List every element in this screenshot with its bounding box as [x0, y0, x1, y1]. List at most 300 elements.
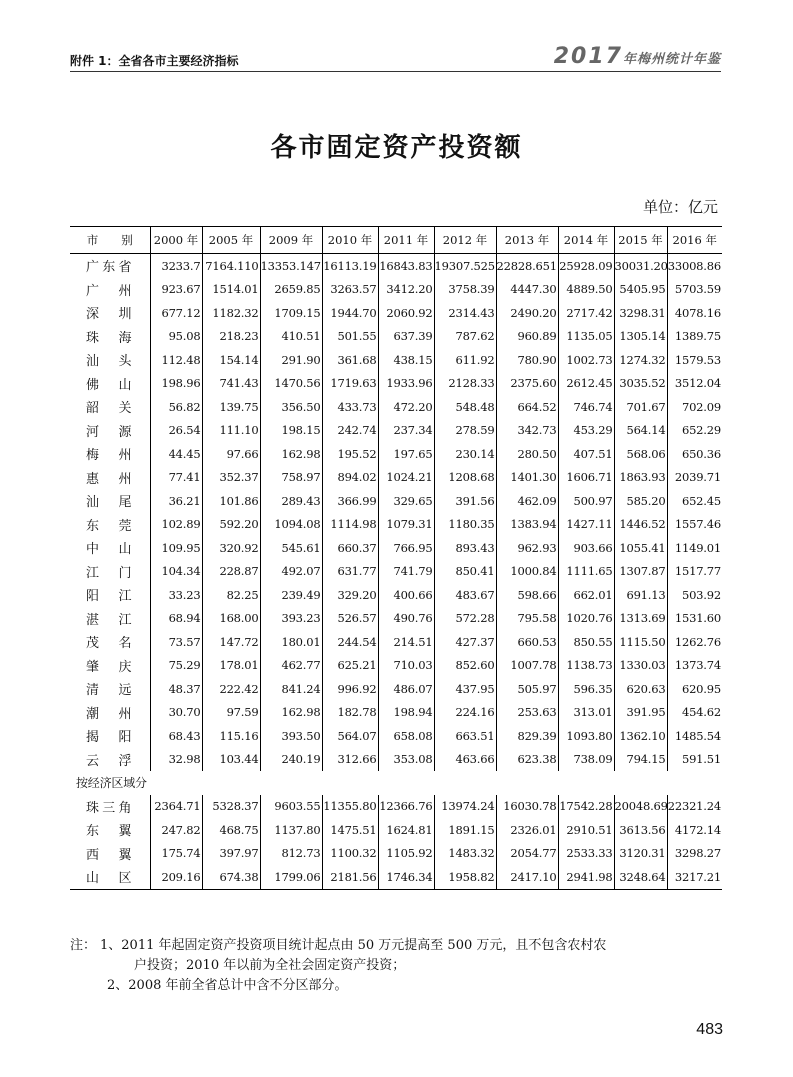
table-cell: 1135.05	[558, 325, 614, 349]
table-cell: 278.59	[434, 419, 496, 443]
row-label: 云浮	[86, 753, 132, 769]
table-cell: 2060.92	[378, 301, 434, 325]
table-row	[70, 372, 722, 396]
table-cell: 3298.27	[667, 842, 722, 866]
table-cell: 2910.51	[558, 818, 614, 842]
table-cell: 787.62	[434, 325, 496, 349]
table-cell: 289.43	[260, 489, 322, 513]
table-cell: 2533.33	[558, 842, 614, 866]
table-cell: 97.59	[202, 701, 260, 725]
table-cell: 3298.31	[614, 301, 667, 325]
table-cell: 77.41	[150, 466, 202, 490]
table-row	[70, 278, 722, 302]
table-cell: 391.56	[434, 489, 496, 513]
table-cell: 2054.77	[496, 842, 558, 866]
table-cell: 1746.34	[378, 865, 434, 889]
table-row	[70, 395, 722, 419]
table-cell: 147.72	[202, 630, 260, 654]
table-cell: 182.78	[322, 701, 378, 725]
row-label: 揭阳	[86, 730, 132, 746]
table-cell: 112.48	[150, 348, 202, 372]
table-cell: 30031.20	[614, 254, 667, 278]
table-cell: 1180.35	[434, 513, 496, 537]
table-cell: 139.75	[202, 395, 260, 419]
table-cell: 620.95	[667, 677, 722, 701]
table-cell: 1709.15	[260, 301, 322, 325]
table-cell: 1305.14	[614, 325, 667, 349]
table-row	[70, 442, 722, 466]
header-yearbook-name: 年梅州统计年鉴	[622, 52, 721, 67]
table-cell: 407.51	[558, 442, 614, 466]
table-cell: 247.82	[150, 818, 202, 842]
table-cell: 197.65	[378, 442, 434, 466]
table-row	[70, 842, 722, 866]
table-cell: 82.25	[202, 583, 260, 607]
table-cell: 702.09	[667, 395, 722, 419]
table-cell: 611.92	[434, 348, 496, 372]
table-cell: 677.12	[150, 301, 202, 325]
table-cell: 195.52	[322, 442, 378, 466]
row-label: 梅州	[86, 448, 132, 464]
table-row	[70, 560, 722, 584]
table-cell: 637.39	[378, 325, 434, 349]
row-label: 湛江	[86, 612, 132, 628]
table-cell: 109.95	[150, 536, 202, 560]
table-row	[70, 607, 722, 631]
table-cell: 2490.20	[496, 301, 558, 325]
table-cell: 1313.69	[614, 607, 667, 631]
table-cell: 505.97	[496, 677, 558, 701]
table-cell: 253.63	[496, 701, 558, 725]
table-cell: 115.16	[202, 724, 260, 748]
table-cell: 1624.81	[378, 818, 434, 842]
table-row	[70, 419, 722, 443]
table-cell: 492.07	[260, 560, 322, 584]
table-cell: 218.23	[202, 325, 260, 349]
table-cell: 545.61	[260, 536, 322, 560]
table-cell: 841.24	[260, 677, 322, 701]
table-cell: 438.15	[378, 348, 434, 372]
table-cell: 1208.68	[434, 466, 496, 490]
table-cell: 462.77	[260, 654, 322, 678]
table-cell: 198.94	[378, 701, 434, 725]
column-header-year: 2015 年	[614, 227, 667, 254]
table-cell: 5328.37	[202, 795, 260, 819]
table-cell: 483.67	[434, 583, 496, 607]
table-cell: 17542.28	[558, 795, 614, 819]
table-cell: 1933.96	[378, 372, 434, 396]
row-label: 阳江	[86, 589, 132, 605]
table-cell: 2364.71	[150, 795, 202, 819]
table-cell: 313.01	[558, 701, 614, 725]
table-cell: 1531.60	[667, 607, 722, 631]
table-cell: 766.95	[378, 536, 434, 560]
row-label: 东翼	[86, 824, 132, 840]
table-cell: 242.74	[322, 419, 378, 443]
column-header-city: 市 别	[70, 227, 150, 254]
table-cell: 393.23	[260, 607, 322, 631]
table-cell: 674.38	[202, 865, 260, 889]
footnote-1	[70, 936, 730, 956]
table-cell: 1020.76	[558, 607, 614, 631]
table-cell: 2417.10	[496, 865, 558, 889]
row-label: 汕头	[86, 354, 132, 370]
table-cell: 598.66	[496, 583, 558, 607]
table-cell: 1115.50	[614, 630, 667, 654]
table-cell: 33008.86	[667, 254, 722, 278]
table-cell: 923.67	[150, 278, 202, 302]
table-cell: 625.21	[322, 654, 378, 678]
table-cell: 244.54	[322, 630, 378, 654]
table-cell: 3035.52	[614, 372, 667, 396]
table-cell: 1863.93	[614, 466, 667, 490]
table-row	[70, 654, 722, 678]
row-label: 东莞	[86, 518, 132, 534]
table-cell: 1100.32	[322, 842, 378, 866]
table-row	[70, 701, 722, 725]
table-cell: 3263.57	[322, 278, 378, 302]
table-row	[70, 724, 722, 748]
table-cell: 361.68	[322, 348, 378, 372]
table-cell: 329.20	[322, 583, 378, 607]
table-cell: 526.57	[322, 607, 378, 631]
table-cell: 1000.84	[496, 560, 558, 584]
table-cell: 2314.43	[434, 301, 496, 325]
table-cell: 662.01	[558, 583, 614, 607]
column-header-year: 2000 年	[150, 227, 202, 254]
table-row	[70, 348, 722, 372]
table-cell: 795.58	[496, 607, 558, 631]
table-cell: 198.15	[260, 419, 322, 443]
row-label: 深圳	[86, 307, 132, 323]
table-cell: 501.55	[322, 325, 378, 349]
table-cell: 2612.45	[558, 372, 614, 396]
table-cell: 16030.78	[496, 795, 558, 819]
column-header-year: 2011 年	[378, 227, 434, 254]
table-cell: 490.76	[378, 607, 434, 631]
table-cell: 1958.82	[434, 865, 496, 889]
table-cell: 1274.32	[614, 348, 667, 372]
table-cell: 1093.80	[558, 724, 614, 748]
table-cell: 9603.55	[260, 795, 322, 819]
table-cell: 472.20	[378, 395, 434, 419]
row-label: 江门	[86, 565, 132, 581]
table-cell: 30.70	[150, 701, 202, 725]
table-cell: 652.29	[667, 419, 722, 443]
table-cell: 453.29	[558, 419, 614, 443]
table-cell: 2128.33	[434, 372, 496, 396]
table-cell: 1362.10	[614, 724, 667, 748]
table-cell: 5703.59	[667, 278, 722, 302]
table-row	[70, 254, 722, 278]
table-row	[70, 301, 722, 325]
table-cell: 738.09	[558, 748, 614, 772]
table-cell: 180.01	[260, 630, 322, 654]
table-cell: 427.37	[434, 630, 496, 654]
column-header-year: 2013 年	[496, 227, 558, 254]
table-cell: 631.77	[322, 560, 378, 584]
table-row	[70, 630, 722, 654]
footnote-1-line-2: 户投资；2010 年以前为全社会固定资产投资；	[134, 958, 406, 973]
row-label: 中山	[86, 542, 132, 558]
table-cell: 22828.651	[496, 254, 558, 278]
table-cell: 591.51	[667, 748, 722, 772]
table-cell: 400.66	[378, 583, 434, 607]
row-label: 茂名	[86, 636, 132, 652]
table-cell: 592.20	[202, 513, 260, 537]
table-cell: 996.92	[322, 677, 378, 701]
table-cell: 209.16	[150, 865, 202, 889]
table-cell: 4078.16	[667, 301, 722, 325]
table-cell: 1475.51	[322, 818, 378, 842]
table-row	[70, 748, 722, 772]
table-cell: 710.03	[378, 654, 434, 678]
table-cell: 893.43	[434, 536, 496, 560]
table-cell: 1373.74	[667, 654, 722, 678]
column-header-year: 2005 年	[202, 227, 260, 254]
table-cell: 2375.60	[496, 372, 558, 396]
table-row	[70, 795, 722, 819]
table-cell: 36.21	[150, 489, 202, 513]
table-row	[70, 489, 722, 513]
table-cell: 111.10	[202, 419, 260, 443]
table-cell: 829.39	[496, 724, 558, 748]
table-cell: 178.01	[202, 654, 260, 678]
row-label: 西翼	[86, 847, 132, 863]
table-cell: 462.09	[496, 489, 558, 513]
table-cell: 1606.71	[558, 466, 614, 490]
column-header-year: 2010 年	[322, 227, 378, 254]
table-cell: 48.37	[150, 677, 202, 701]
table-cell: 1401.30	[496, 466, 558, 490]
column-header-year: 2016 年	[667, 227, 722, 254]
table-cell: 548.48	[434, 395, 496, 419]
table-cell: 691.13	[614, 583, 667, 607]
table-cell: 25928.09	[558, 254, 614, 278]
table-cell: 104.34	[150, 560, 202, 584]
table-cell: 2326.01	[496, 818, 558, 842]
table-cell: 1483.32	[434, 842, 496, 866]
table-cell: 16843.83	[378, 254, 434, 278]
table-cell: 237.34	[378, 419, 434, 443]
table-cell: 1427.11	[558, 513, 614, 537]
row-label: 珠海	[86, 330, 132, 346]
table-cell: 903.66	[558, 536, 614, 560]
row-label: 河源	[86, 424, 132, 440]
table-cell: 650.36	[667, 442, 722, 466]
table-cell: 228.87	[202, 560, 260, 584]
table-cell: 397.97	[202, 842, 260, 866]
table-cell: 312.66	[322, 748, 378, 772]
table-row	[70, 818, 722, 842]
table-cell: 1470.56	[260, 372, 322, 396]
table-cell: 12366.76	[378, 795, 434, 819]
table-cell: 280.50	[496, 442, 558, 466]
table-cell: 20048.69	[614, 795, 667, 819]
table-cell: 75.29	[150, 654, 202, 678]
table-cell: 812.73	[260, 842, 322, 866]
table-cell: 794.15	[614, 748, 667, 772]
table-cell: 3217.21	[667, 865, 722, 889]
table-cell: 391.95	[614, 701, 667, 725]
table-cell: 22321.24	[667, 795, 722, 819]
table-cell: 154.14	[202, 348, 260, 372]
table-cell: 198.96	[150, 372, 202, 396]
table-cell: 13974.24	[434, 795, 496, 819]
table-cell: 11355.80	[322, 795, 378, 819]
table-row	[70, 513, 722, 537]
table-cell: 4889.50	[558, 278, 614, 302]
table-cell: 68.94	[150, 607, 202, 631]
row-label: 潮州	[86, 706, 132, 722]
table-cell: 3758.39	[434, 278, 496, 302]
table-cell: 162.98	[260, 701, 322, 725]
table-cell: 454.62	[667, 701, 722, 725]
table-cell: 1557.46	[667, 513, 722, 537]
column-header-year: 2014 年	[558, 227, 614, 254]
table-cell: 1389.75	[667, 325, 722, 349]
table-cell: 564.14	[614, 419, 667, 443]
table-cell: 568.06	[614, 442, 667, 466]
footnote-2: 2、2008 年前全省总计中含不分区部分。	[107, 978, 348, 993]
row-label: 广东省	[86, 260, 132, 276]
table-cell: 1579.53	[667, 348, 722, 372]
table-cell: 664.52	[496, 395, 558, 419]
table-cell: 4172.14	[667, 818, 722, 842]
table-cell: 433.73	[322, 395, 378, 419]
table-cell: 663.51	[434, 724, 496, 748]
table-cell: 168.00	[202, 607, 260, 631]
table-cell: 410.51	[260, 325, 322, 349]
table-cell: 468.75	[202, 818, 260, 842]
table-cell: 486.07	[378, 677, 434, 701]
table-cell: 463.66	[434, 748, 496, 772]
table-cell: 1105.92	[378, 842, 434, 866]
row-label: 汕尾	[86, 495, 132, 511]
table-cell: 33.23	[150, 583, 202, 607]
table-cell: 1149.01	[667, 536, 722, 560]
table-cell: 7164.110	[202, 254, 260, 278]
table-cell: 1719.63	[322, 372, 378, 396]
header-year: 2017	[553, 44, 623, 69]
table-cell: 329.65	[378, 489, 434, 513]
table-cell: 701.67	[614, 395, 667, 419]
table-cell: 320.92	[202, 536, 260, 560]
table-body	[70, 254, 722, 890]
table-cell: 850.41	[434, 560, 496, 584]
table-cell: 240.19	[260, 748, 322, 772]
table-cell: 162.98	[260, 442, 322, 466]
header-rule	[70, 71, 721, 72]
table-cell: 741.43	[202, 372, 260, 396]
table-cell: 1111.65	[558, 560, 614, 584]
table-cell: 1383.94	[496, 513, 558, 537]
table-cell: 68.43	[150, 724, 202, 748]
table-cell: 32.98	[150, 748, 202, 772]
row-label: 肇庆	[86, 659, 132, 675]
table-cell: 1002.73	[558, 348, 614, 372]
table-cell: 1114.98	[322, 513, 378, 537]
table-cell: 44.45	[150, 442, 202, 466]
footnote-prefix: 注：	[70, 938, 97, 953]
table-cell: 214.51	[378, 630, 434, 654]
section-label: 按经济区域分	[76, 776, 147, 791]
table-cell: 222.42	[202, 677, 260, 701]
table-cell: 652.45	[667, 489, 722, 513]
table-cell: 103.44	[202, 748, 260, 772]
table-row	[70, 865, 722, 889]
table-cell: 660.37	[322, 536, 378, 560]
table-cell: 596.35	[558, 677, 614, 701]
table-cell: 500.97	[558, 489, 614, 513]
table-row	[70, 466, 722, 490]
row-label: 佛山	[86, 377, 132, 393]
table-cell: 3233.7	[150, 254, 202, 278]
header-yearbook-title	[554, 44, 721, 69]
table-cell: 356.50	[260, 395, 322, 419]
table-cell: 1182.32	[202, 301, 260, 325]
table-cell: 4447.30	[496, 278, 558, 302]
table-cell: 230.14	[434, 442, 496, 466]
section-row	[70, 771, 722, 795]
row-label: 清远	[86, 683, 132, 699]
header-section-label: 附件 1：全省各市主要经济指标	[70, 54, 239, 68]
table-cell: 623.38	[496, 748, 558, 772]
table-cell: 1517.77	[667, 560, 722, 584]
table-cell: 2717.42	[558, 301, 614, 325]
table-cell: 960.89	[496, 325, 558, 349]
table-cell: 1514.01	[202, 278, 260, 302]
table-cell: 741.79	[378, 560, 434, 584]
table-cell: 366.99	[322, 489, 378, 513]
table-cell: 175.74	[150, 842, 202, 866]
table-cell: 353.08	[378, 748, 434, 772]
row-label: 广州	[86, 283, 132, 299]
table-cell: 1262.76	[667, 630, 722, 654]
table-cell: 5405.95	[614, 278, 667, 302]
table-cell: 3248.64	[614, 865, 667, 889]
table-cell: 1079.31	[378, 513, 434, 537]
page-title: 各市固定资产投资额	[270, 133, 523, 163]
table-cell: 660.53	[496, 630, 558, 654]
table-cell: 1944.70	[322, 301, 378, 325]
table-cell: 758.97	[260, 466, 322, 490]
table-cell: 3412.20	[378, 278, 434, 302]
footnotes	[70, 936, 730, 996]
table-cell: 1799.06	[260, 865, 322, 889]
table-cell: 572.28	[434, 607, 496, 631]
table-cell: 13353.147	[260, 254, 322, 278]
column-header-year: 2009 年	[260, 227, 322, 254]
table-cell: 1137.80	[260, 818, 322, 842]
table-cell: 850.55	[558, 630, 614, 654]
table-row	[70, 325, 722, 349]
table-cell: 780.90	[496, 348, 558, 372]
table-cell: 746.74	[558, 395, 614, 419]
table-cell: 73.57	[150, 630, 202, 654]
table-cell: 16113.19	[322, 254, 378, 278]
table-cell: 95.08	[150, 325, 202, 349]
table-cell: 3120.31	[614, 842, 667, 866]
table-cell: 3613.56	[614, 818, 667, 842]
table-cell: 852.60	[434, 654, 496, 678]
table-cell: 352.37	[202, 466, 260, 490]
table-cell: 19307.525	[434, 254, 496, 278]
table-cell: 97.66	[202, 442, 260, 466]
table-cell: 1024.21	[378, 466, 434, 490]
table-cell: 2181.56	[322, 865, 378, 889]
table-cell: 102.89	[150, 513, 202, 537]
